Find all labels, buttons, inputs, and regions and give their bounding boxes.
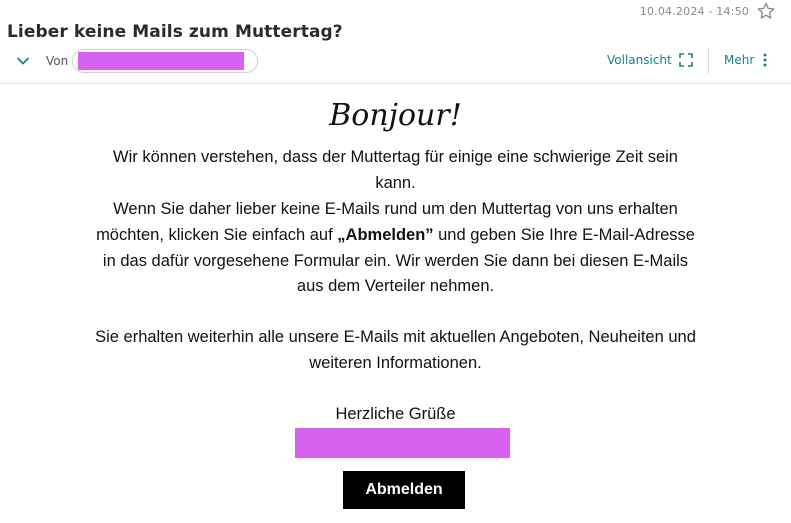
chevron-down-icon[interactable] <box>15 53 31 69</box>
closing-text: Herzliche Grüße <box>335 405 456 423</box>
text-line <box>0 223 791 249</box>
fullscreen-icon <box>679 53 693 67</box>
toolbar-divider <box>708 48 709 74</box>
more-button[interactable] <box>724 53 767 67</box>
text-line: weiteren Informationen. <box>309 353 482 372</box>
signature-redaction <box>295 428 510 458</box>
text-line: aus dem Verteiler nehmen. <box>296 277 495 296</box>
text-fragment: möchten, klicken Sie einfach auf <box>96 225 338 244</box>
text-line: in das dafür vorgesehene Formular ein. Wir werden Sie dann bei diesen E-Mails <box>102 251 689 270</box>
paragraph-unsubscribe-info <box>0 197 791 300</box>
text-line: Wenn Sie daher lieber keine E-Mails rund um den Muttertag von uns erhalten <box>113 200 678 218</box>
email-timestamp: 10.04.2024 - 14:50 <box>639 5 749 18</box>
fullview-button[interactable] <box>607 53 693 67</box>
from-label: Von <box>46 54 69 68</box>
paragraph-intro <box>0 145 791 197</box>
more-label: Mehr <box>724 53 755 67</box>
kebab-menu-icon <box>763 53 767 67</box>
star-icon[interactable] <box>756 1 776 21</box>
text-line: Wir können verstehen, dass der Muttertag für einige eine schwierige Zeit sein <box>113 148 678 166</box>
text-fragment: und geben Sie Ihre E-Mail-Adresse <box>433 225 695 244</box>
unsubscribe-button[interactable]: Abmelden <box>343 471 465 509</box>
text-line: Sie erhalten weiterhin alle unsere E-Mails mit aktuellen Angeboten, Neuheiten und <box>95 328 696 346</box>
unsubscribe-emphasis: „Abmelden” <box>337 225 434 244</box>
email-header <box>0 0 791 84</box>
greeting-heading: Bonjour! <box>329 98 462 133</box>
text-line: kann. <box>375 173 416 192</box>
sender-redaction <box>78 52 244 70</box>
email-subject: Lieber keine Mails zum Muttertag? <box>7 22 343 42</box>
fullview-label: Vollansicht <box>607 53 672 67</box>
sender-chip[interactable] <box>72 49 258 73</box>
paragraph-continue-info <box>0 325 791 377</box>
